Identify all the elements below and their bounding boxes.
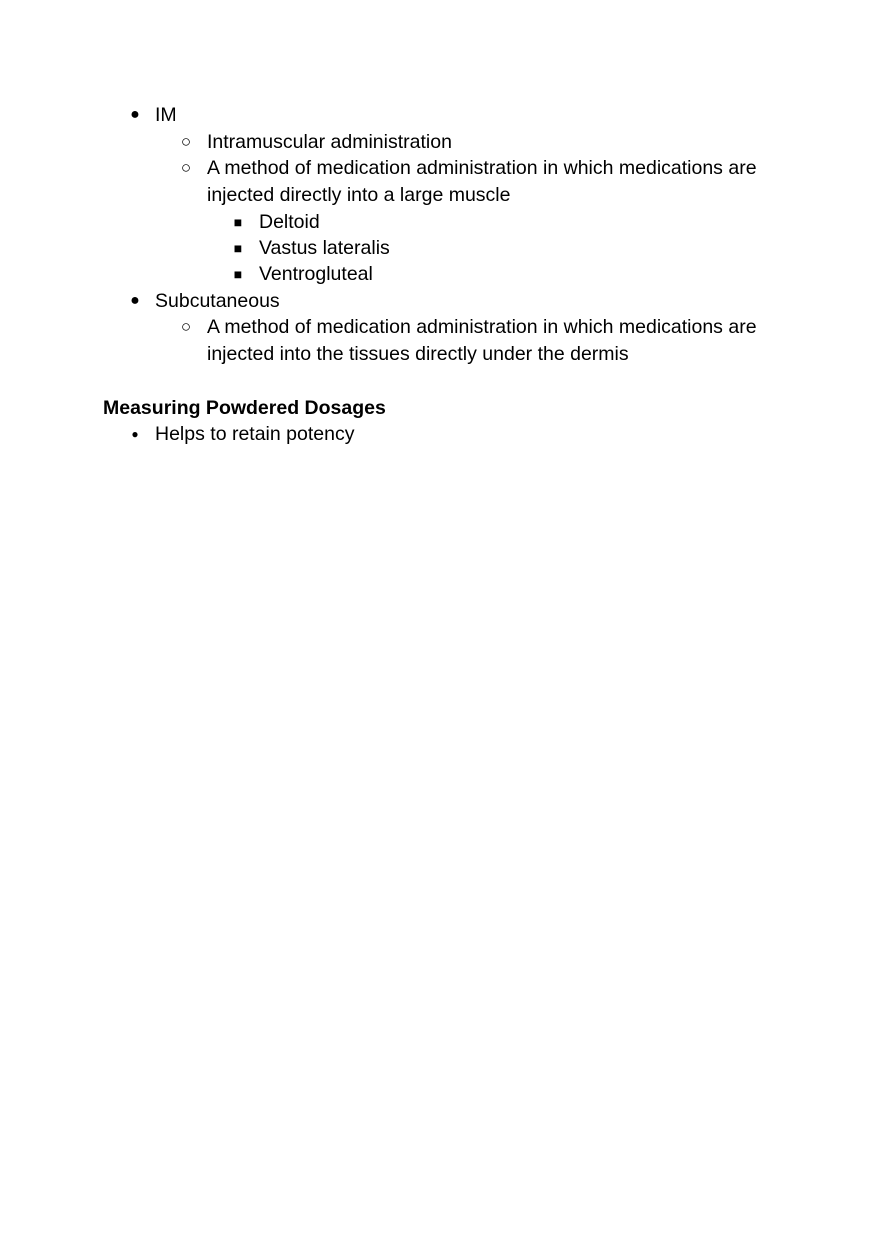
list-item-intramuscular: Intramuscular administration (207, 131, 452, 153)
bullet-circle: ○ (180, 158, 192, 177)
list-item-vastus-lateralis: Vastus lateralis (259, 237, 390, 259)
list-item-deltoid: Deltoid (259, 211, 320, 233)
bullet-square: ■ (233, 214, 243, 230)
bullet-circle: ○ (180, 132, 192, 151)
list-item-im-definition-line1: A method of medication administration in which medications are (207, 157, 757, 179)
list-item-subq-definition-line1: A method of medication administration in which medications are (207, 316, 757, 338)
list-item-ventrogluteal: Ventrogluteal (259, 263, 373, 285)
list-item-subcutaneous: Subcutaneous (155, 290, 280, 312)
list-item-im-definition-line2: injected directly into a large muscle (207, 184, 511, 206)
bullet-disc: ● (131, 427, 139, 441)
bullet-square: ■ (233, 240, 243, 256)
list-item-retain-potency: Helps to retain potency (155, 423, 355, 445)
section-heading-powdered-dosages: Measuring Powdered Dosages (103, 397, 386, 419)
bullet-disc: ● (130, 292, 140, 309)
list-item-im: IM (155, 104, 177, 126)
bullet-square: ■ (233, 266, 243, 282)
list-item-subq-definition-line2: injected into the tissues directly under the dermis (207, 343, 629, 365)
bullet-disc: ● (130, 106, 140, 123)
bullet-circle: ○ (180, 317, 192, 336)
